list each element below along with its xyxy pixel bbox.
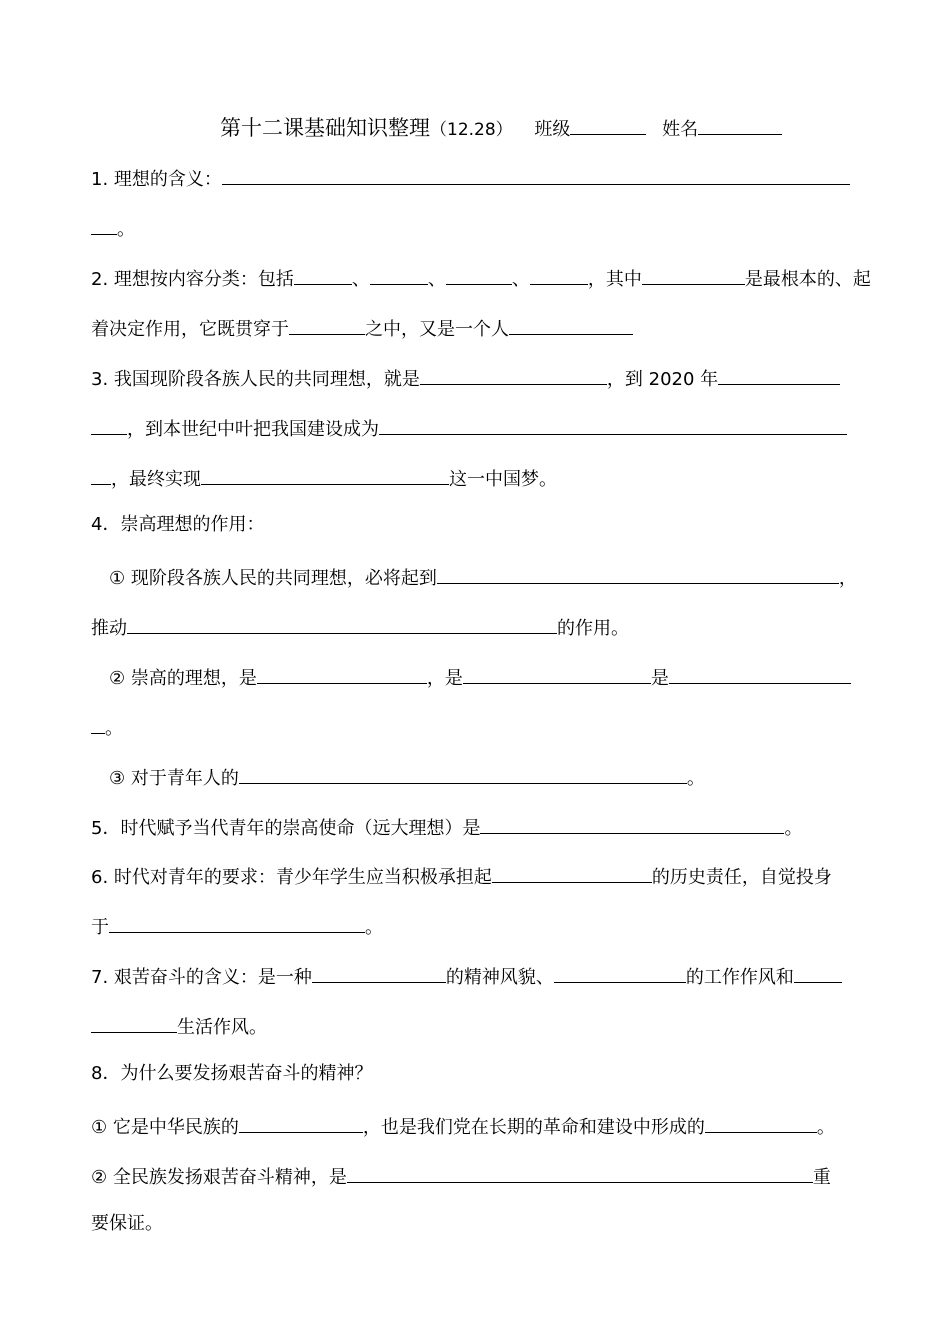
text: ，是	[426, 668, 463, 689]
answer-blank[interactable]	[222, 164, 850, 185]
text: 。	[105, 718, 123, 739]
question-3-line-2	[91, 414, 847, 442]
question-6-line-2	[91, 912, 383, 940]
answer-blank[interactable]	[480, 813, 784, 834]
answer-blank[interactable]	[257, 663, 427, 684]
text: ，其中	[587, 269, 642, 290]
answer-blank[interactable]	[463, 663, 651, 684]
answer-blank[interactable]	[91, 713, 105, 734]
question-8-2-line-1	[91, 1162, 831, 1190]
answer-blank[interactable]	[91, 1012, 177, 1033]
text: 8．为什么要发扬艰苦奋斗的精神？	[91, 1063, 373, 1084]
text: 之中，又是一个人	[365, 319, 509, 340]
answer-blank[interactable]	[91, 214, 117, 235]
text: 的作用。	[557, 618, 629, 639]
page-title: 第十二课基础知识整理	[220, 116, 430, 140]
text: 的工作作风和	[685, 967, 794, 988]
answer-blank[interactable]	[446, 264, 512, 285]
text: 是	[650, 668, 669, 689]
answer-blank[interactable]	[127, 613, 557, 634]
text: 生活作风。	[177, 1017, 267, 1038]
answer-blank[interactable]	[239, 763, 687, 784]
answer-blank[interactable]	[420, 364, 607, 385]
question-2-line-2	[91, 314, 633, 342]
text: ② 崇高的理想，是	[109, 668, 257, 689]
question-1-label: 1. 理想的含义：	[91, 169, 222, 190]
text: 、	[511, 269, 530, 290]
text: 。	[784, 818, 803, 839]
answer-blank[interactable]	[718, 364, 840, 385]
answer-blank[interactable]	[91, 464, 111, 485]
text: 重	[812, 1167, 831, 1188]
question-4-label	[91, 513, 264, 537]
question-8-label	[91, 1062, 372, 1086]
text: ① 现阶段各族人民的共同理想，必将起到	[109, 568, 437, 589]
question-1-line-1	[91, 164, 850, 192]
class-label: 班级	[534, 119, 571, 140]
answer-blank[interactable]	[91, 414, 127, 435]
text: ① 它是中华民族的	[91, 1117, 239, 1138]
class-field[interactable]	[570, 114, 646, 135]
text: 。	[816, 1117, 835, 1138]
question-4-2-line-2	[91, 713, 123, 741]
text: 推动	[91, 618, 127, 639]
text: 、	[351, 269, 370, 290]
answer-blank[interactable]	[705, 1112, 817, 1133]
answer-blank[interactable]	[294, 264, 352, 285]
text: ② 全民族发扬艰苦奋斗精神，是	[91, 1167, 347, 1188]
answer-blank[interactable]	[509, 314, 633, 335]
text: ，到 2020 年	[606, 369, 719, 390]
answer-blank[interactable]	[794, 962, 842, 983]
worksheet-header	[220, 114, 782, 143]
text: 。	[117, 219, 135, 240]
answer-blank[interactable]	[239, 1112, 363, 1133]
name-field[interactable]	[698, 114, 782, 135]
question-4-1-line-1	[109, 563, 857, 591]
question-6-line-1	[91, 862, 832, 890]
answer-blank[interactable]	[554, 962, 686, 983]
question-4-3-line	[109, 763, 705, 791]
text: 。	[365, 917, 383, 938]
question-3-label: 3. 我国现阶段各族人民的共同理想，就是	[91, 369, 420, 390]
question-7-line-1	[91, 962, 842, 990]
answer-blank[interactable]	[347, 1162, 813, 1183]
answer-blank[interactable]	[492, 862, 652, 883]
answer-blank[interactable]	[370, 264, 428, 285]
text: ，也是我们党在长期的革命和建设中形成的	[362, 1117, 705, 1138]
answer-blank[interactable]	[530, 264, 588, 285]
question-3-line-1	[91, 364, 840, 392]
question-7-line-2	[91, 1012, 267, 1040]
question-5-line	[91, 813, 802, 841]
question-6-label: 6. 时代对青年的要求：青少年学生应当积极承担起	[91, 867, 492, 888]
text: 要保证。	[91, 1213, 163, 1234]
answer-blank[interactable]	[289, 314, 365, 335]
name-label: 姓名	[662, 119, 699, 140]
text: 。	[686, 768, 705, 789]
question-7-label: 7. 艰苦奋斗的含义：是一种	[91, 967, 312, 988]
answer-blank[interactable]	[312, 962, 446, 983]
text: 的精神风貌、	[445, 967, 554, 988]
answer-blank[interactable]	[642, 264, 745, 285]
answer-blank[interactable]	[669, 663, 851, 684]
text: ③ 对于青年人的	[109, 768, 239, 789]
answer-blank[interactable]	[201, 464, 449, 485]
text: ，到本世纪中叶把我国建设成为	[127, 419, 379, 440]
text: 4．崇高理想的作用：	[91, 514, 265, 535]
text: 、	[427, 269, 446, 290]
text: ，最终实现	[111, 469, 201, 490]
question-8-2-line-2	[91, 1212, 163, 1236]
answer-blank[interactable]	[379, 414, 847, 435]
question-4-2-line-1	[109, 663, 851, 691]
question-8-1-line	[91, 1112, 835, 1140]
question-2-line-1	[91, 264, 871, 292]
answer-blank[interactable]	[437, 563, 839, 584]
question-1-line-2	[91, 214, 135, 242]
question-2-label: 2. 理想按内容分类：包括	[91, 269, 294, 290]
text: 的历史责任，自觉投身	[651, 867, 832, 888]
question-5-label: 5．时代赋予当代青年的崇高使命（远大理想）是	[91, 818, 481, 839]
answer-blank[interactable]	[109, 912, 365, 933]
text: 于	[91, 917, 109, 938]
text: ，	[838, 568, 857, 589]
text: 是最根本的、起	[744, 269, 871, 290]
date-label: （12.28）	[430, 120, 513, 140]
text: 这一中国梦。	[449, 469, 557, 490]
text: 着决定作用，它既贯穿于	[91, 319, 289, 340]
question-3-line-3	[91, 464, 557, 492]
question-4-1-line-2	[91, 613, 629, 641]
